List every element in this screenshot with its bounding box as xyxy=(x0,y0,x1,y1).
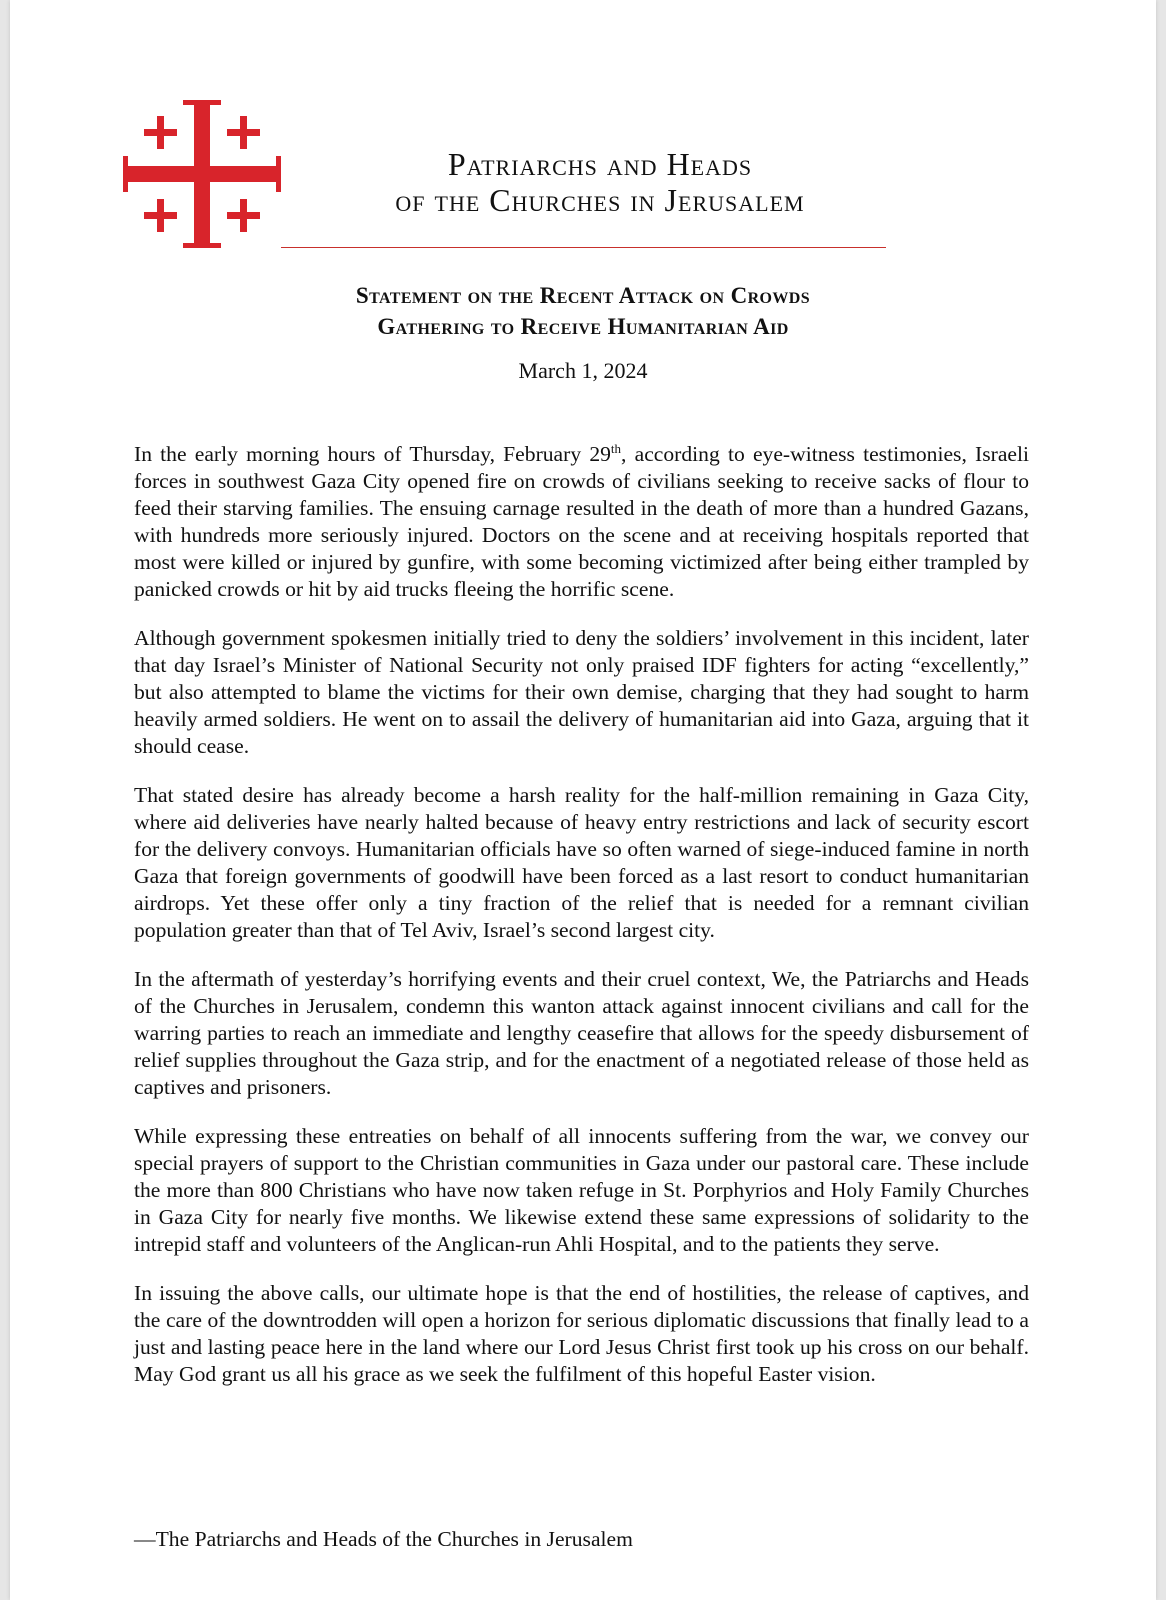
statement-title-line1: Statement on the Recent Attack on Crowds xyxy=(355,283,811,308)
statement-date: March 1, 2024 xyxy=(518,358,648,383)
paragraph: Although government spokesmen initially tried to deny the soldiers’ involvement in this incident, later that day Israel’s Minister of National Security not only praised IDF fighters for acting “excellently,” but also attempted to blame the victims for their own demise, charging that they had sought to harm heavily armed soldiers. He went on to assail the delivery of humanitarian aid into Gaza, arguing that it should cease. xyxy=(134,626,1029,758)
paragraph: In issuing the above calls, our ultimate hope is that the end of hostilities, the release of captives, and the care of the downtrodden will open a horizon for serious diplomatic discussions that finally lead to a just and lasting peace here in the land where our Lord Jesus Christ first took up his cross on our behalf. May God grant us all his grace as we seek the fulfilment of this hopeful Easter vision. xyxy=(134,1281,1029,1386)
org-name-line1: Patriarchs and Heads xyxy=(447,146,753,182)
ordinal-suffix: th xyxy=(610,440,622,456)
signature: —The Patriarchs and Heads of the Churches in Jerusalem xyxy=(134,1527,633,1551)
statement-title-line2: Gathering to Receive Humanitarian Aid xyxy=(377,314,789,339)
paragraph-text: , according to eye-witness testimonies, Israeli forces in southwest Gaza City opened fire on crowds of civilians seeking to receive sacks of flour to feed their starving families. The ensuing carnage resulted in the death of more than a hundred Gazans, with hundreds more seriously injured. Doctors on the scene and at receiving hospitals reported that most were killed or injured by gunfire, with some becoming victimized after being either trampled by panicked crowds or hit by aid trucks fleeing the horrific scene. xyxy=(134,442,1029,601)
document-page xyxy=(10,0,1156,1600)
statement-body xyxy=(134,441,1029,1410)
paragraph-text: In the early morning hours of Thursday, February 29 xyxy=(134,442,611,466)
org-name-line2: of the Churches in Jerusalem xyxy=(395,182,805,218)
paragraph: In the aftermath of yesterday’s horrifying events and their cruel context, We, the Patriarchs and Heads of the Churches in Jerusalem, condemn this wanton attack against innocent civilians and call for the warring parties to reach an immediate and lengthy ceasefire that allows for the speedy disbursement of relief supplies throughout the Gaza strip, and for the enactment of a negotiated release of those held as captives and prisoners. xyxy=(134,967,1029,1099)
jerusalem-cross-icon xyxy=(123,100,281,248)
header-divider xyxy=(281,247,886,248)
paragraph: While expressing these entreaties on behalf of all innocents suffering from the war, we convey our special prayers of support to the Christian communities in Gaza under our pastoral care. These include the more than 800 Christians who have now taken refuge in St. Porphyrios and Holy Family Churches in Gaza City for nearly five months. We likewise extend these same expressions of solidarity to the intrepid staff and volunteers of the Anglican-run Ahli Hospital, and to the patients they serve. xyxy=(134,1124,1029,1256)
paragraph: That stated desire has already become a harsh reality for the half-million remaining in Gaza City, where aid deliveries have nearly halted because of heavy entry restrictions and lack of security escort for the delivery convoys. Humanitarian officials have so often warned of siege-induced famine in north Gaza that foreign governments of goodwill have been forced as a last resort to conduct humanitarian airdrops. Yet these offer only a tiny fraction of the relief that is needed for a remnant civilian population greater than that of Tel Aviv, Israel’s second largest city. xyxy=(134,783,1029,942)
paragraph xyxy=(134,441,1029,603)
